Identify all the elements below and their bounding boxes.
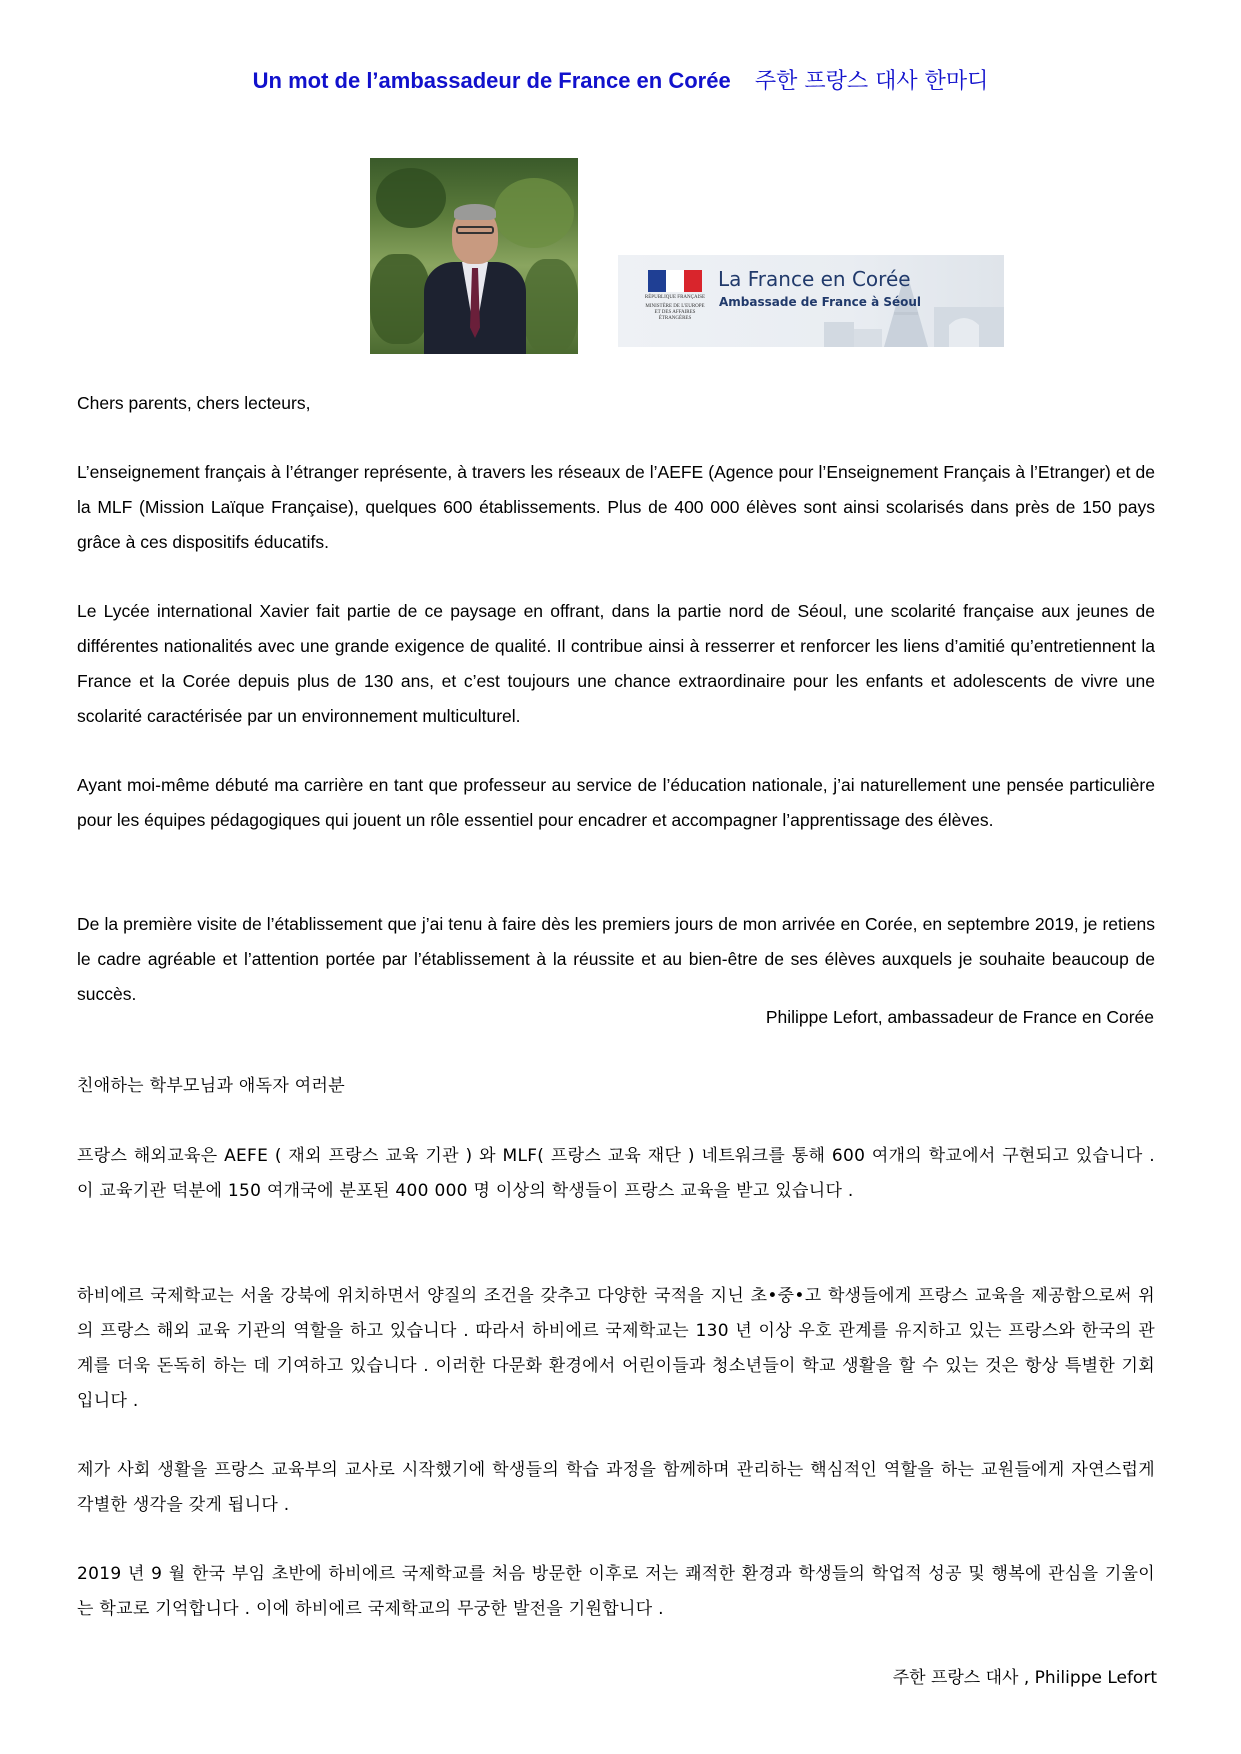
korean-paragraph-4: 2019 년 9 월 한국 부임 초반에 하비에르 국제학교를 처음 방문한 이후로 저는 쾌적한 환경과 학생들의 학업적 성공 및 행복에 관심을 기울이는 학교로 기억합니다 . 이에 하비에르 국제학교의 무궁한 발전을 기원합니다 . bbox=[77, 1564, 1155, 1619]
french-paragraph-4: De la première visite de l’établissement que j’ai tenu à faire dès les premiers jours de mon arrivée en Corée, en septembre 2019, je retiens le cadre agréable et l’attention portée par l’établissement à la réussite et au bien-être de ses élèves auxquels je souhaite beaucoup de succès. bbox=[77, 914, 1155, 1004]
korean-paragraph-2: 하비에르 국제학교는 서울 강북에 위치하면서 양질의 조건을 갖추고 다양한 국적을 지닌 초•중•고 학생들에게 프랑스 교육을 제공함으로써 위의 프랑스 해외 교육 기관의 역할을 하고 있습니다 . 따라서 하비에르 국제학교는 130 년 이상 우호 관계를 유지하고 있는 프랑스와 한국의 관계를 더욱 돈독히 하는 데 기여하고 있습니다 . 이러한 다문화 환경에서 어린이들과 청소년들이 학교 생활을 할 수 있는 것은 항상 특별한 기회입니다 . bbox=[77, 1286, 1155, 1411]
french-paragraph-3: Ayant moi-même débuté ma carrière en tant que professeur au service de l’éducation nationale, j’ai naturellement une pensée particulière pour les équipes pédagogiques qui jouent un rôle essentiel pour encadrer et accompagner l’apprentissage des élèves. bbox=[77, 775, 1155, 830]
korean-paragraph-1: 프랑스 해외교육은 AEFE ( 재외 프랑스 교육 기관 ) 와 MLF( 프랑스 교육 재단 ) 네트워크를 통해 600 여개의 학교에서 구현되고 있습니다 . 이 교육기관 덕분에 150 여개국에 분포된 400 000 명 이상의 학생들이 프랑스 교육을 받고 있습니다 . bbox=[77, 1146, 1155, 1201]
french-greeting: Chers parents, chers lecteurs, bbox=[77, 393, 311, 413]
french-signature: Philippe Lefort, ambassadeur de France en Corée bbox=[765, 1007, 1154, 1027]
french-flag-icon bbox=[648, 270, 702, 292]
banner-subtitle: Ambassade de France à Séoul bbox=[719, 295, 922, 309]
ambassador-photo bbox=[370, 158, 578, 354]
korean-greeting: 친애하는 학부모님과 애독자 여러분 bbox=[77, 1076, 345, 1096]
korean-paragraph-3: 제가 사회 생활을 프랑스 교육부의 교사로 시작했기에 학생들의 학습 과정을 함께하며 관리하는 핵심적인 역할을 하는 교원들에게 자연스럽게 각별한 생각을 갖게 됩니다 . bbox=[77, 1460, 1155, 1515]
republique-logo-text: RÉPUBLIQUE FRANÇAISE MINISTÈRE DE L'EUROPE ET DES AFFAIRES ÉTRANGÈRES bbox=[644, 295, 706, 321]
title-french: Un mot de l’ambassadeur de France en Corée bbox=[252, 68, 731, 93]
french-paragraph-2: Le Lycée international Xavier fait partie de ce paysage en offrant, dans la partie nord de Séoul, une scolarité française aux jeunes de différentes nationalités avec une grande exigence de qualité. Il contribue ainsi à resserrer et renforcer les liens d’amitié qu’entretiennent la France et la Corée depuis plus de 130 ans, et c’est toujours une chance extraordinaire pour les enfants et adolescents de vivre une scolarité caractérisée par un environnement multiculturel. bbox=[77, 601, 1155, 726]
korean-signature: 주한 프랑스 대사 , Philippe Lefort bbox=[892, 1668, 1157, 1688]
page-title bbox=[0, 64, 1241, 95]
title-korean: 주한 프랑스 대사 한마디 bbox=[754, 69, 989, 94]
french-paragraph-1: L’enseignement français à l’étranger représente, à travers les réseaux de l’AEFE (Agence pour l’Enseignement Français à l’Etranger) et de la MLF (Mission Laïque Française), quelques 600 établissements. Plus de 400 000 élèves sont ainsi scolarisés dans près de 150 pays grâce à ces dispositifs éducatifs. bbox=[77, 462, 1155, 552]
banner-title: La France en Corée bbox=[718, 267, 911, 291]
embassy-banner-logo bbox=[618, 255, 1004, 347]
